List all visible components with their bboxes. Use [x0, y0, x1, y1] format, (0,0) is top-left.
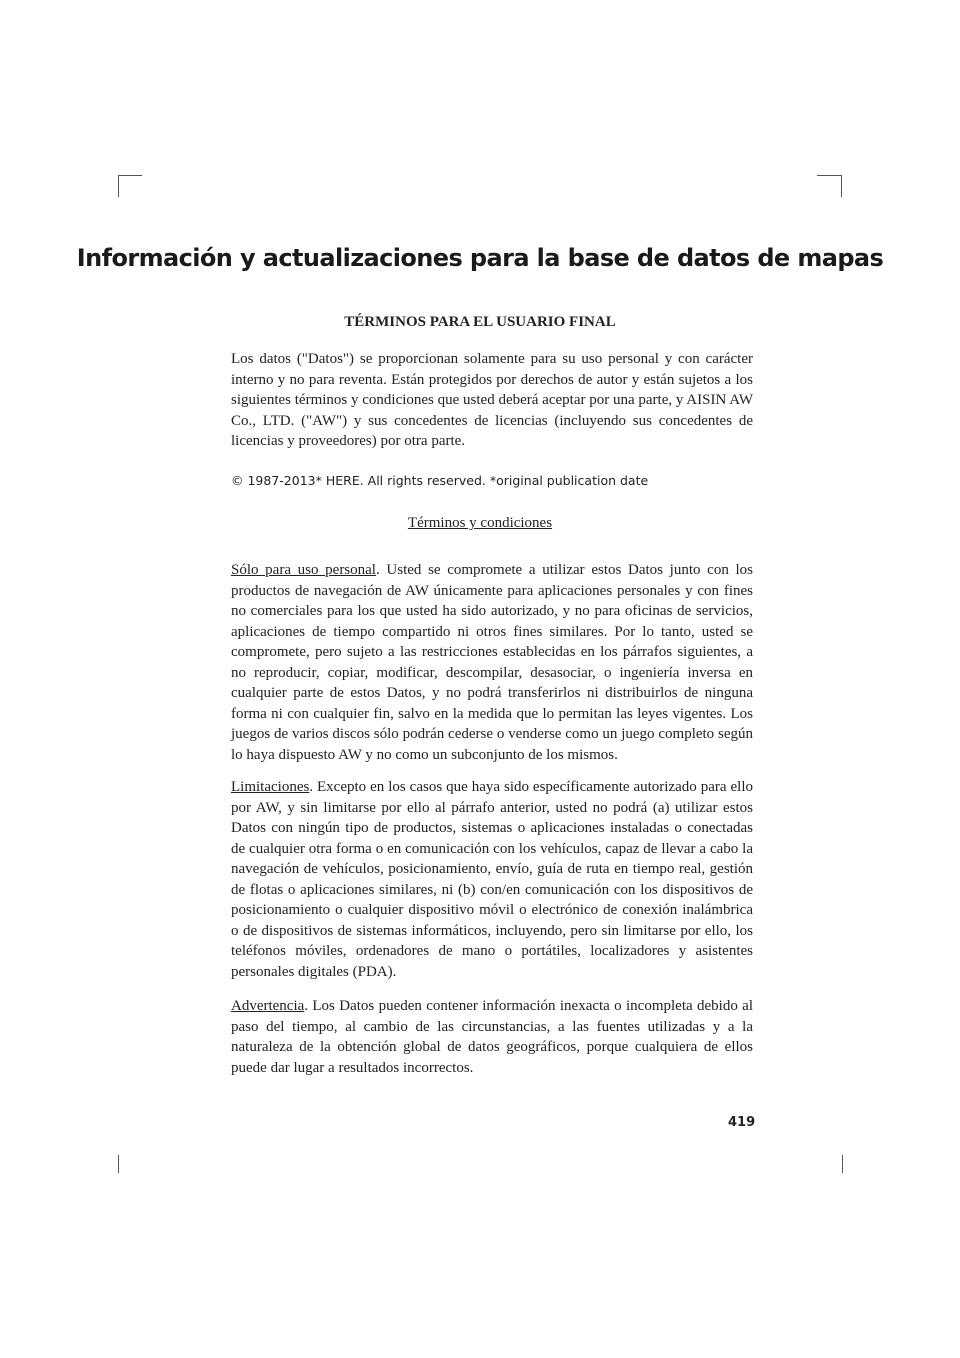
personal-use-body: . Usted se compromete a utilizar estos Datos junto con los productos de navegación de AW únicamente para aplicaciones personales y con fines no comerciales para los que usted ha sido autorizado, y no para oficinas de servicios, aplicaciones de tiempo compartido ni otros fines similares. Por lo tanto, usted se compromete, pero sujeto a las restricciones establecidas en los párrafos siguientes, a no reproducir, copiar, modificar, descompilar, desasociar, o ingeniería inversa en cualquier parte de estos Datos, y no podrá transferirlos ni distribuirlos de ninguna forma ni con cualquier fin, salvo en la medida que lo permitan las leyes vigentes. Los juegos de varios discos sólo podrán cederse o venderse como un juego completo según lo haya dispuesto AW y no como un subconjunto de los mismos. [231, 562, 753, 763]
page-number: 419 [728, 1115, 756, 1130]
crop-mark-top-right-h [817, 175, 841, 176]
crop-mark-bottom-left-v [118, 1155, 119, 1173]
limitations-heading: Limitaciones [231, 779, 310, 795]
warning-heading: Advertencia [231, 998, 305, 1014]
crop-mark-bottom-right-v [842, 1155, 843, 1173]
warning-body: . Los Datos pueden contener información inexacta o incompleta debido al paso del tiempo, al cambio de las circunstancias, a las fuentes utilizadas y a la naturaleza de la obtención global de datos geográficos, porque cualquiera de ellos puede dar lugar a resultados incorrectos. [231, 998, 753, 1076]
copyright-notice: © 1987-2013* HERE. All rights reserved. *original publication date [231, 473, 649, 488]
personal-use-heading: Sólo para uso personal [231, 562, 376, 578]
personal-use-paragraph [231, 560, 753, 765]
page-title: Información y actualizaciones para la base de datos de mapas [76, 244, 884, 272]
intro-paragraph: Los datos ("Datos") se proporcionan solamente para su uso personal y con carácter interno y no para reventa. Están protegidos por derechos de autor y están sujetos a los siguientes términos y condiciones que usted deberá aceptar por una parte, y AISIN AW Co., LTD. ("AW") y sus concedentes de licencias (incluyendo sus concedentes de licencias y proveedores) por otra parte. [231, 351, 753, 449]
limitations-body: . Excepto en los casos que haya sido específicamente autorizado para ello por AW, y sin limitarse por ello al párrafo anterior, usted no podrá (a) utilizar estos Datos con ningún tipo de productos, sistemas o aplicaciones instaladas o conectadas de cualquier otra forma o en comunicación con los vehículos, capaz de llevar a cabo la navegación de vehículos, posicionamiento, envío, guía de ruta en tiempo real, gestión de flotas o aplicaciones similares, ni (b) con/en comunicación con los dispositivos de posicionamiento o cualquier dispositivo móvil o electrónico de conexión inalámbrica o de dispositivos de sistemas informáticos, incluyendo, pero sin limitarse por ello, los teléfonos móviles, ordenadores de mano o portátiles, localizadores y asistentes personales digitales (PDA). [231, 779, 753, 980]
warning-paragraph [231, 996, 753, 1078]
limitations-paragraph [231, 777, 753, 982]
crop-mark-top-right-v [841, 175, 842, 197]
end-user-terms-heading: TÉRMINOS PARA EL USUARIO FINAL [344, 314, 616, 330]
terms-and-conditions-heading: Términos y condiciones [407, 515, 553, 531]
crop-mark-top-left-h [118, 175, 142, 176]
crop-mark-top-left-v [118, 175, 119, 197]
